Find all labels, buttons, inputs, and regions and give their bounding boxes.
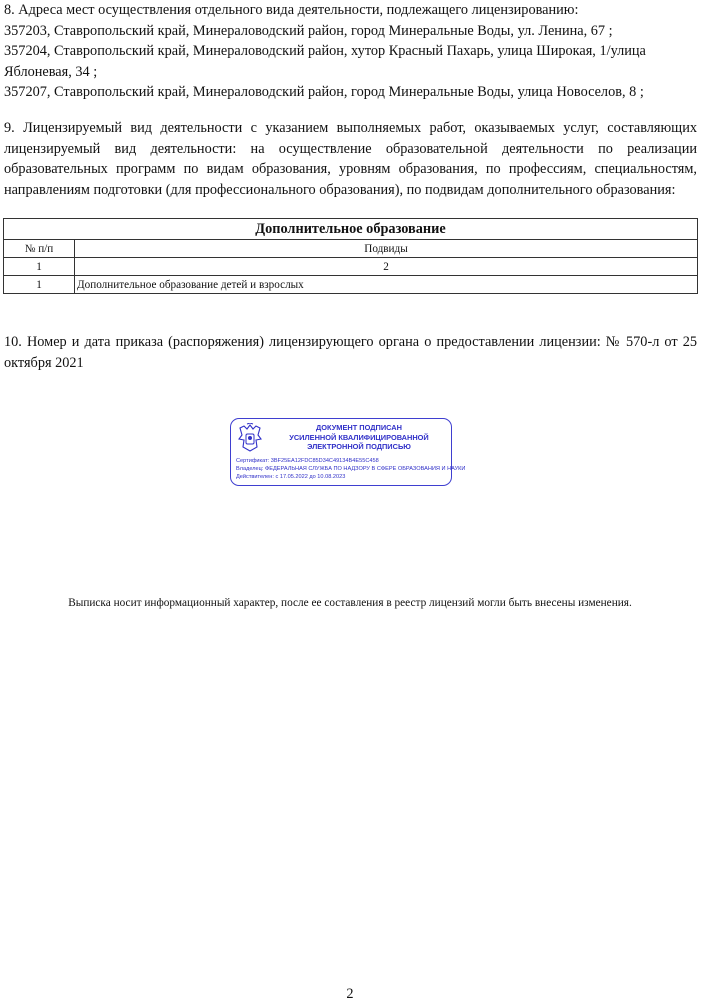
address-line: 357203, Ставропольский край, Минераловодский район, город Минеральные Воды, ул. Ленина, 67 ;	[4, 22, 613, 39]
table-title-row	[4, 219, 698, 240]
column-index: 1	[4, 258, 75, 276]
column-header-number: № п/п	[4, 240, 75, 258]
row-subtype: Дополнительное образование детей и взрослых	[75, 276, 698, 294]
address-line: 357207, Ставропольский край, Минераловодский район, город Минеральные Воды, улица Новоселов, 8 ;	[4, 84, 644, 100]
stamp-certificate: Сертификат: 3BF25EA12FDC85D34C49134B4E55C458	[236, 458, 379, 464]
table-index-row	[4, 258, 698, 276]
stamp-line: ДОКУМЕНТ ПОДПИСАН	[316, 423, 402, 432]
section-9	[4, 118, 697, 200]
stamp-validity: Действителен: с 17.05.2022 до 10.08.2023	[236, 474, 346, 480]
column-header-subtypes: Подвиды	[75, 240, 698, 258]
stamp-heading	[267, 423, 451, 452]
coat-of-arms-icon	[236, 423, 264, 453]
disclaimer-note: Выписка носит информационный характер, после ее составления в реестр лицензий могли быть внесены изменения.	[68, 597, 632, 609]
section-8-heading: 8. Адреса мест осуществления отдельного вида деятельности, подлежащего лицензированию:	[4, 2, 579, 18]
stamp-details	[236, 457, 466, 481]
table-row	[4, 276, 698, 294]
row-number: 1	[4, 276, 75, 294]
section-9-text: 9. Лицензируемый вид деятельности с указанием выполняемых работ, оказываемых услуг, составляющих лицензируемый вид деятельности: на осуществление образовательной деятельности по реализации образовательных программ по видам образования, уровням образования, по профессиям, специальностям, направлениям подготовки (для профессионального образования), по подвидам дополнительного образования:	[4, 120, 697, 198]
table-title: Дополнительное образование	[4, 219, 698, 240]
section-10-text: 10. Номер и дата приказа (распоряжения) лицензирующего органа о предоставлении лицензии: № 570-л от 25 октября 2021	[4, 334, 697, 371]
address-line: 357204, Ставропольский край, Минераловодский район, хутор Красный Пахарь, улица Широкая, 1/улица Яблоневая, 34 ;	[4, 43, 646, 80]
education-subtypes-table	[3, 218, 698, 294]
stamp-owner: Владелец: ФЕДЕРАЛЬНАЯ СЛУЖБА ПО НАДЗОРУ В СФЕРЕ ОБРАЗОВАНИЯ И НАУКИ	[236, 466, 466, 472]
electronic-signature-stamp	[230, 418, 466, 486]
page-number: 2	[346, 986, 354, 1002]
stamp-line: ЭЛЕКТРОННОЙ ПОДПИСЬЮ	[307, 442, 411, 451]
stamp-line: УСИЛЕННОЙ КВАЛИФИЦИРОВАННОЙ	[289, 432, 429, 442]
section-10	[4, 332, 697, 373]
table-header-row	[4, 240, 698, 258]
column-index: 2	[75, 258, 698, 276]
section-8	[4, 0, 697, 103]
